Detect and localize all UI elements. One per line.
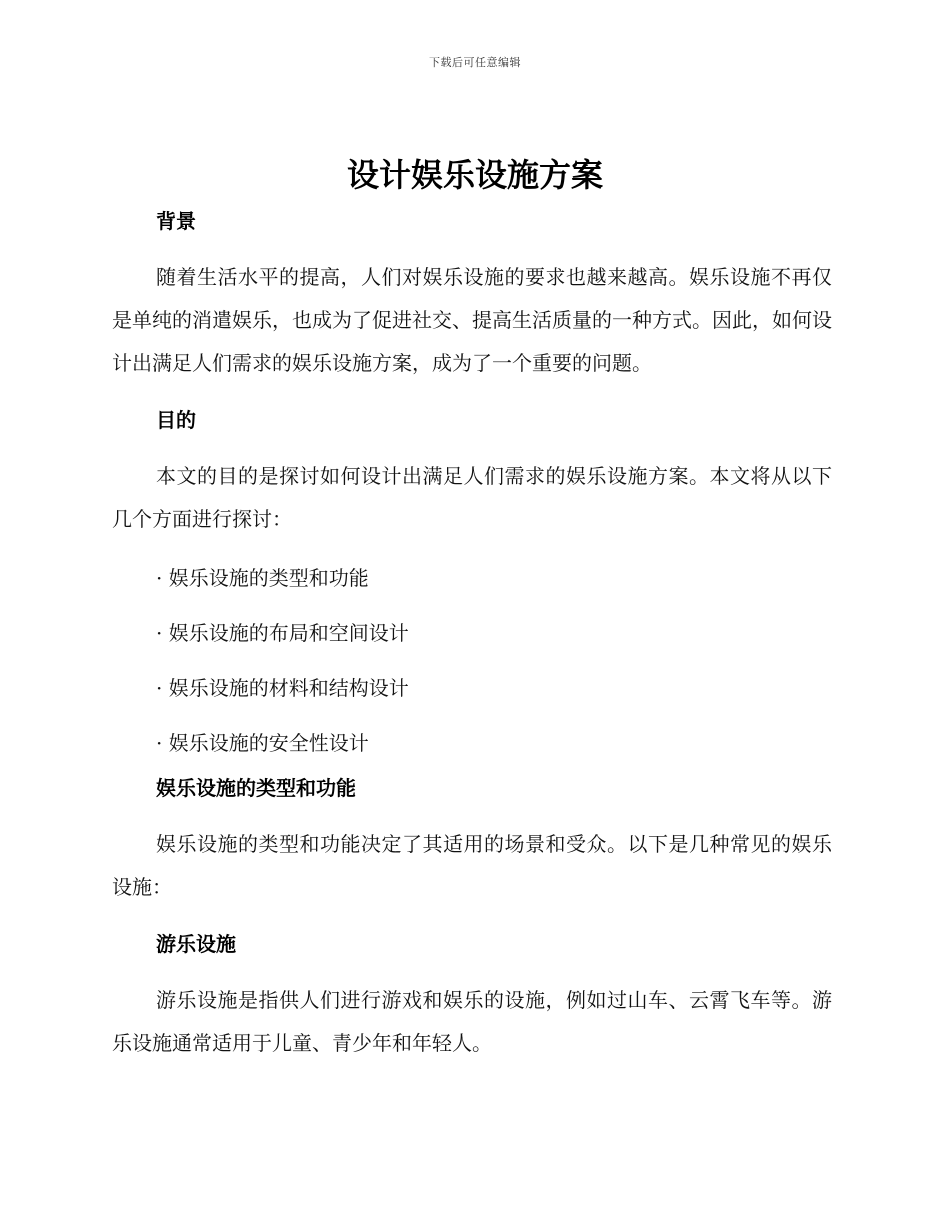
list-item: · 娱乐设施的材料和结构设计 (156, 676, 409, 700)
header-note: 下载后可任意编辑 (429, 56, 521, 69)
section-paragraph-types: 娱乐设施的类型和功能决定了其适用的场景和受众。以下是几种常见的娱乐设施： (112, 832, 832, 899)
section-paragraph-background: 随着生活水平的提高，人们对娱乐设施的要求也越来越高。娱乐设施不再仅是单纯的消遣娱乐，也成为了促进社交、提高生活质量的一种方式。因此，如何设计出满足人们需求的娱乐设施方案，成为了一个重要的问题。 (112, 265, 832, 375)
list-item: · 娱乐设施的类型和功能 (156, 566, 369, 590)
section-paragraph-amusement: 游乐设施是指供人们进行游戏和娱乐的设施，例如过山车、云霄飞车等。游乐设施通常适用于儿童、青少年和年轻人。 (112, 988, 832, 1055)
list-item: · 娱乐设施的安全性设计 (156, 731, 369, 755)
page-title: 设计娱乐设施方案 (346, 156, 603, 194)
section-heading-purpose: 目的 (156, 408, 196, 432)
section-heading-background: 背景 (156, 209, 196, 233)
list-item: · 娱乐设施的布局和空间设计 (156, 621, 409, 645)
section-heading-types: 娱乐设施的类型和功能 (156, 776, 356, 800)
section-heading-amusement: 游乐设施 (156, 932, 236, 956)
document-body (112, 204, 832, 1065)
section-paragraph-purpose: 本文的目的是探讨如何设计出满足人们需求的娱乐设施方案。本文将从以下几个方面进行探讨： (112, 464, 832, 531)
